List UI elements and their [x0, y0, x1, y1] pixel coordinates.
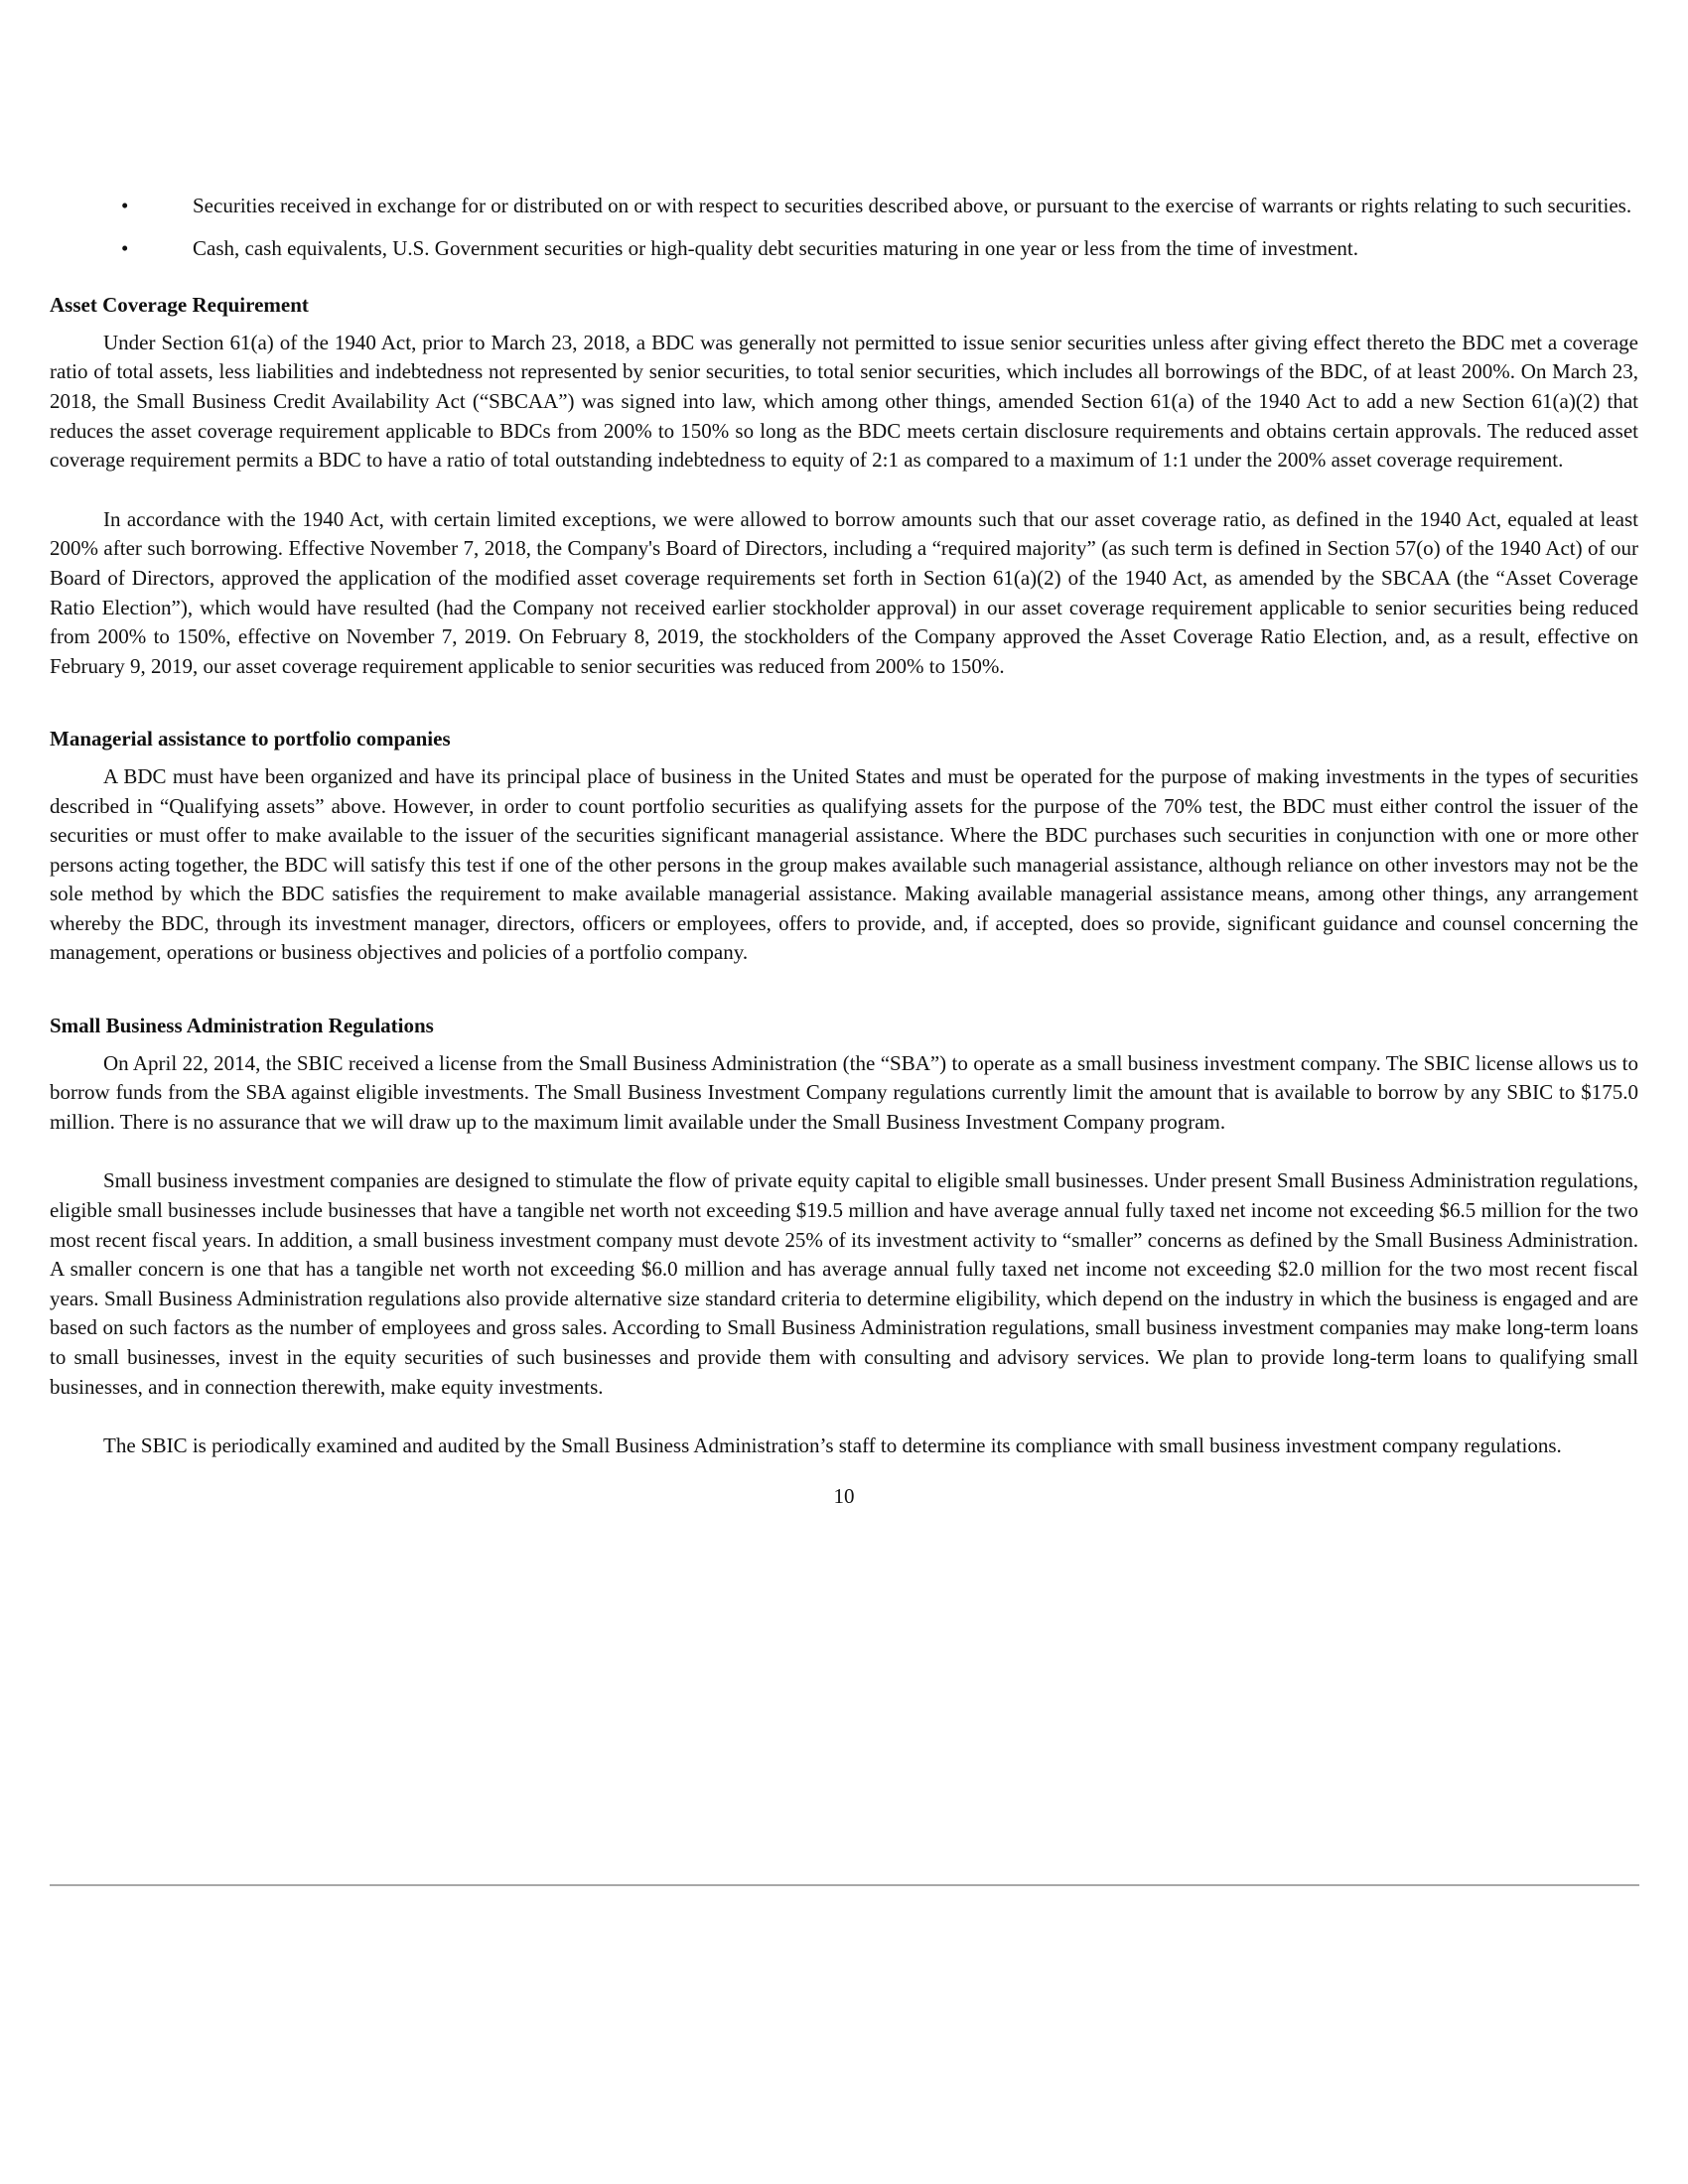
bullet-text: Cash, cash equivalents, U.S. Government securities or high-quality debt securities maturing in one year or less from the time of investment. — [193, 235, 1358, 260]
section-heading: Asset Coverage Requirement — [50, 293, 309, 318]
section-managerial-assistance — [50, 725, 1638, 968]
bullet-text: Securities received in exchange for or distributed on or with respect to securities described above, or pursuant to the exercise of warrants or rights relating to such securities. — [193, 194, 1632, 217]
paragraph: A BDC must have been organized and have its principal place of business in the United States and must be operated for the purpose of making investments in the types of securities described in “Qualifying assets” above. However, in order to count portfolio securities as qualifying assets for the purpose of the 70% test, the BDC must either control the issuer of the securities or must offer to make available to the issuer of the securities significant managerial assistance. Where the BDC purchases such securities in conjunction with one or more other persons acting together, the BDC will satisfy this test if one of the other persons in the group makes available such managerial assistance, although reliance on other investors may not be the sole method by which the BDC satisfies the requirement to make available managerial assistance. Making available managerial assistance means, among other things, any arrangement whereby the BDC, through its investment manager, directors, officers or employees, offers to provide, and, if accepted, does so provide, significant guidance and counsel concerning the management, operations or business objectives and policies of a portfolio company. — [50, 763, 1638, 965]
section-heading: Managerial assistance to portfolio companies — [50, 727, 451, 751]
paragraph: On April 22, 2014, the SBIC received a license from the Small Business Administration (the “SBA”) to operate as a small business investment company. The SBIC license allows us to borrow funds from the SBA against eligible investments. The Small Business Investment Company regulations currently limit the amount that is available to borrow by any SBIC to $175.0 million. There is no assurance that we will draw up to the maximum limit available under the Small Business Investment Company program. — [50, 1050, 1638, 1134]
document-page — [50, 192, 1638, 1511]
section-asset-coverage — [50, 291, 1638, 681]
page-divider — [50, 1884, 1639, 1886]
paragraph: The SBIC is periodically examined and audited by the Small Business Administration’s staff to determine its compliance with small business investment company regulations. — [103, 1433, 1562, 1458]
bullet-item — [50, 234, 1638, 264]
bullet-list — [50, 192, 1638, 263]
paragraph: Small business investment companies are designed to stimulate the flow of private equity capital to eligible small businesses. Under present Small Business Administration regulations, eligible small businesses include businesses that have a tangible net worth not exceeding $19.5 million and have average annual fully taxed net income not exceeding $6.5 million for the two most recent fiscal years. In addition, a small business investment company must devote 25% of its investment activity to “smaller” concerns as defined by the Small Business Administration. A smaller concern is one that has a tangible net worth not exceeding $6.0 million and has average annual fully taxed net income not exceeding $2.0 million for the two most recent fiscal years. Small Business Administration regulations also provide alternative size standard criteria to determine eligibility, which depend on the industry in which the business is engaged and are based on such factors as the number of employees and gross sales. According to Small Business Administration regulations, small business investment companies may make long-term loans to small businesses, invest in the equity securities of such businesses and provide them with consulting and advisory services. We plan to provide long-term loans to qualifying small businesses, and in connection therewith, make equity investments. — [50, 1168, 1638, 1399]
section-heading: Small Business Administration Regulations — [50, 1014, 434, 1038]
bullet-marker: • — [121, 235, 129, 260]
paragraph: In accordance with the 1940 Act, with certain limited exceptions, we were allowed to borrow amounts such that our asset coverage ratio, as defined in the 1940 Act, equaled at least 200% after such borrowing. Effective November 7, 2018, the Company's Board of Directors, including a “required majority” (as such term is defined in Section 57(o) of the 1940 Act) of our Board of Directors, approved the application of the modified asset coverage requirements set forth in Section 61(a)(2) of the 1940 Act, as amended by the SBCAA (the “Asset Coverage Ratio Election”), which would have resulted (had the Company not received earlier stockholder approval) in our asset coverage requirement applicable to senior securities being reduced from 200% to 150%, effective on November 7, 2019. On February 8, 2019, the stockholders of the Company approved the Asset Coverage Ratio Election, and, as a result, effective on February 9, 2019, our asset coverage requirement applicable to senior securities was reduced from 200% to 150%. — [50, 506, 1638, 678]
bullet-item — [50, 192, 1638, 221]
bullet-marker: • — [121, 194, 129, 217]
section-sba-regulations — [50, 1012, 1638, 1461]
page-number: 10 — [833, 1483, 855, 1508]
paragraph: Under Section 61(a) of the 1940 Act, prior to March 23, 2018, a BDC was generally not permitted to issue senior securities unless after giving effect thereto the BDC met a coverage ratio of total assets, less liabilities and indebtedness not represented by senior securities, to total senior securities, which includes all borrowings of the BDC, of at least 200%. On March 23, 2018, the Small Business Credit Availability Act (“SBCAA”) was signed into law, which among other things, amended Section 61(a) of the 1940 Act to add a new Section 61(a)(2) that reduces the asset coverage requirement applicable to BDCs from 200% to 150% so long as the BDC meets certain disclosure requirements and obtains certain approvals. The reduced asset coverage requirement permits a BDC to have a ratio of total outstanding indebtedness to equity of 2:1 as compared to a maximum of 1:1 under the 200% asset coverage requirement. — [50, 330, 1638, 473]
